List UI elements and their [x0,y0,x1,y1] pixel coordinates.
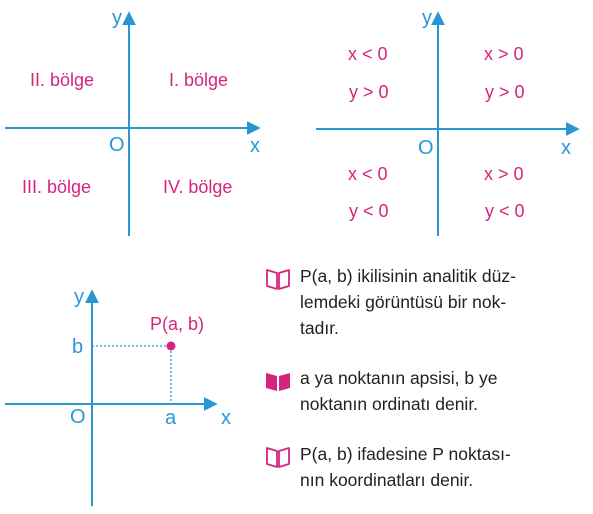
region-1-label: I. bölge [169,70,229,90]
note-2 [300,365,580,417]
y-axis-label: y [422,7,432,29]
y-axis-label: y [112,7,122,29]
note-1 [300,263,580,341]
q2-y-condition: y > 0 [349,82,389,102]
note-2-line-1: a ya noktanın apsisi, b ye [300,368,498,388]
x-axis-label: x [561,137,571,159]
book-filled-icon [266,373,290,391]
point-p [167,342,176,351]
point-p-label: P(a, b) [150,314,205,334]
x-axis-label: x [250,135,260,157]
note-3-line-2: nın koordinatları denir. [300,470,474,490]
q3-x-condition: x < 0 [348,164,388,184]
y-axis-label: y [74,286,84,308]
origin-label: O [70,406,86,428]
q3-y-condition: y < 0 [349,201,389,221]
note-2-line-2: noktanın ordinatı denir. [300,394,479,414]
q1-y-condition: y > 0 [485,82,525,102]
note-1-line-1: P(a, b) ikilisinin analitik düz- [300,266,516,286]
open-book-outline-icon [267,448,289,467]
y-tick-b: b [72,336,84,358]
q1-x-condition: x > 0 [484,44,524,64]
q4-y-condition: y < 0 [485,201,525,221]
q2-x-condition: x < 0 [348,44,388,64]
quadrant-regions-diagram [5,7,260,236]
region-4-label: IV. bölge [163,177,233,197]
x-axis-label: x [221,407,231,429]
note-1-line-3: tadır. [300,318,339,338]
x-tick-a: a [165,407,177,429]
origin-label: O [418,137,434,159]
note-1-line-2: lemdeki görüntüsü bir nok- [300,292,507,312]
region-3-label: III. bölge [22,177,92,197]
open-book-outline-icon [267,270,289,289]
region-2-label: II. bölge [30,70,95,90]
note-3 [300,441,580,493]
quadrant-signs-diagram [316,7,577,236]
note-3-line-1: P(a, b) ifadesine P noktası- [300,444,511,464]
origin-label: O [109,134,125,156]
q4-x-condition: x > 0 [484,164,524,184]
point-coordinates-diagram [5,286,231,506]
